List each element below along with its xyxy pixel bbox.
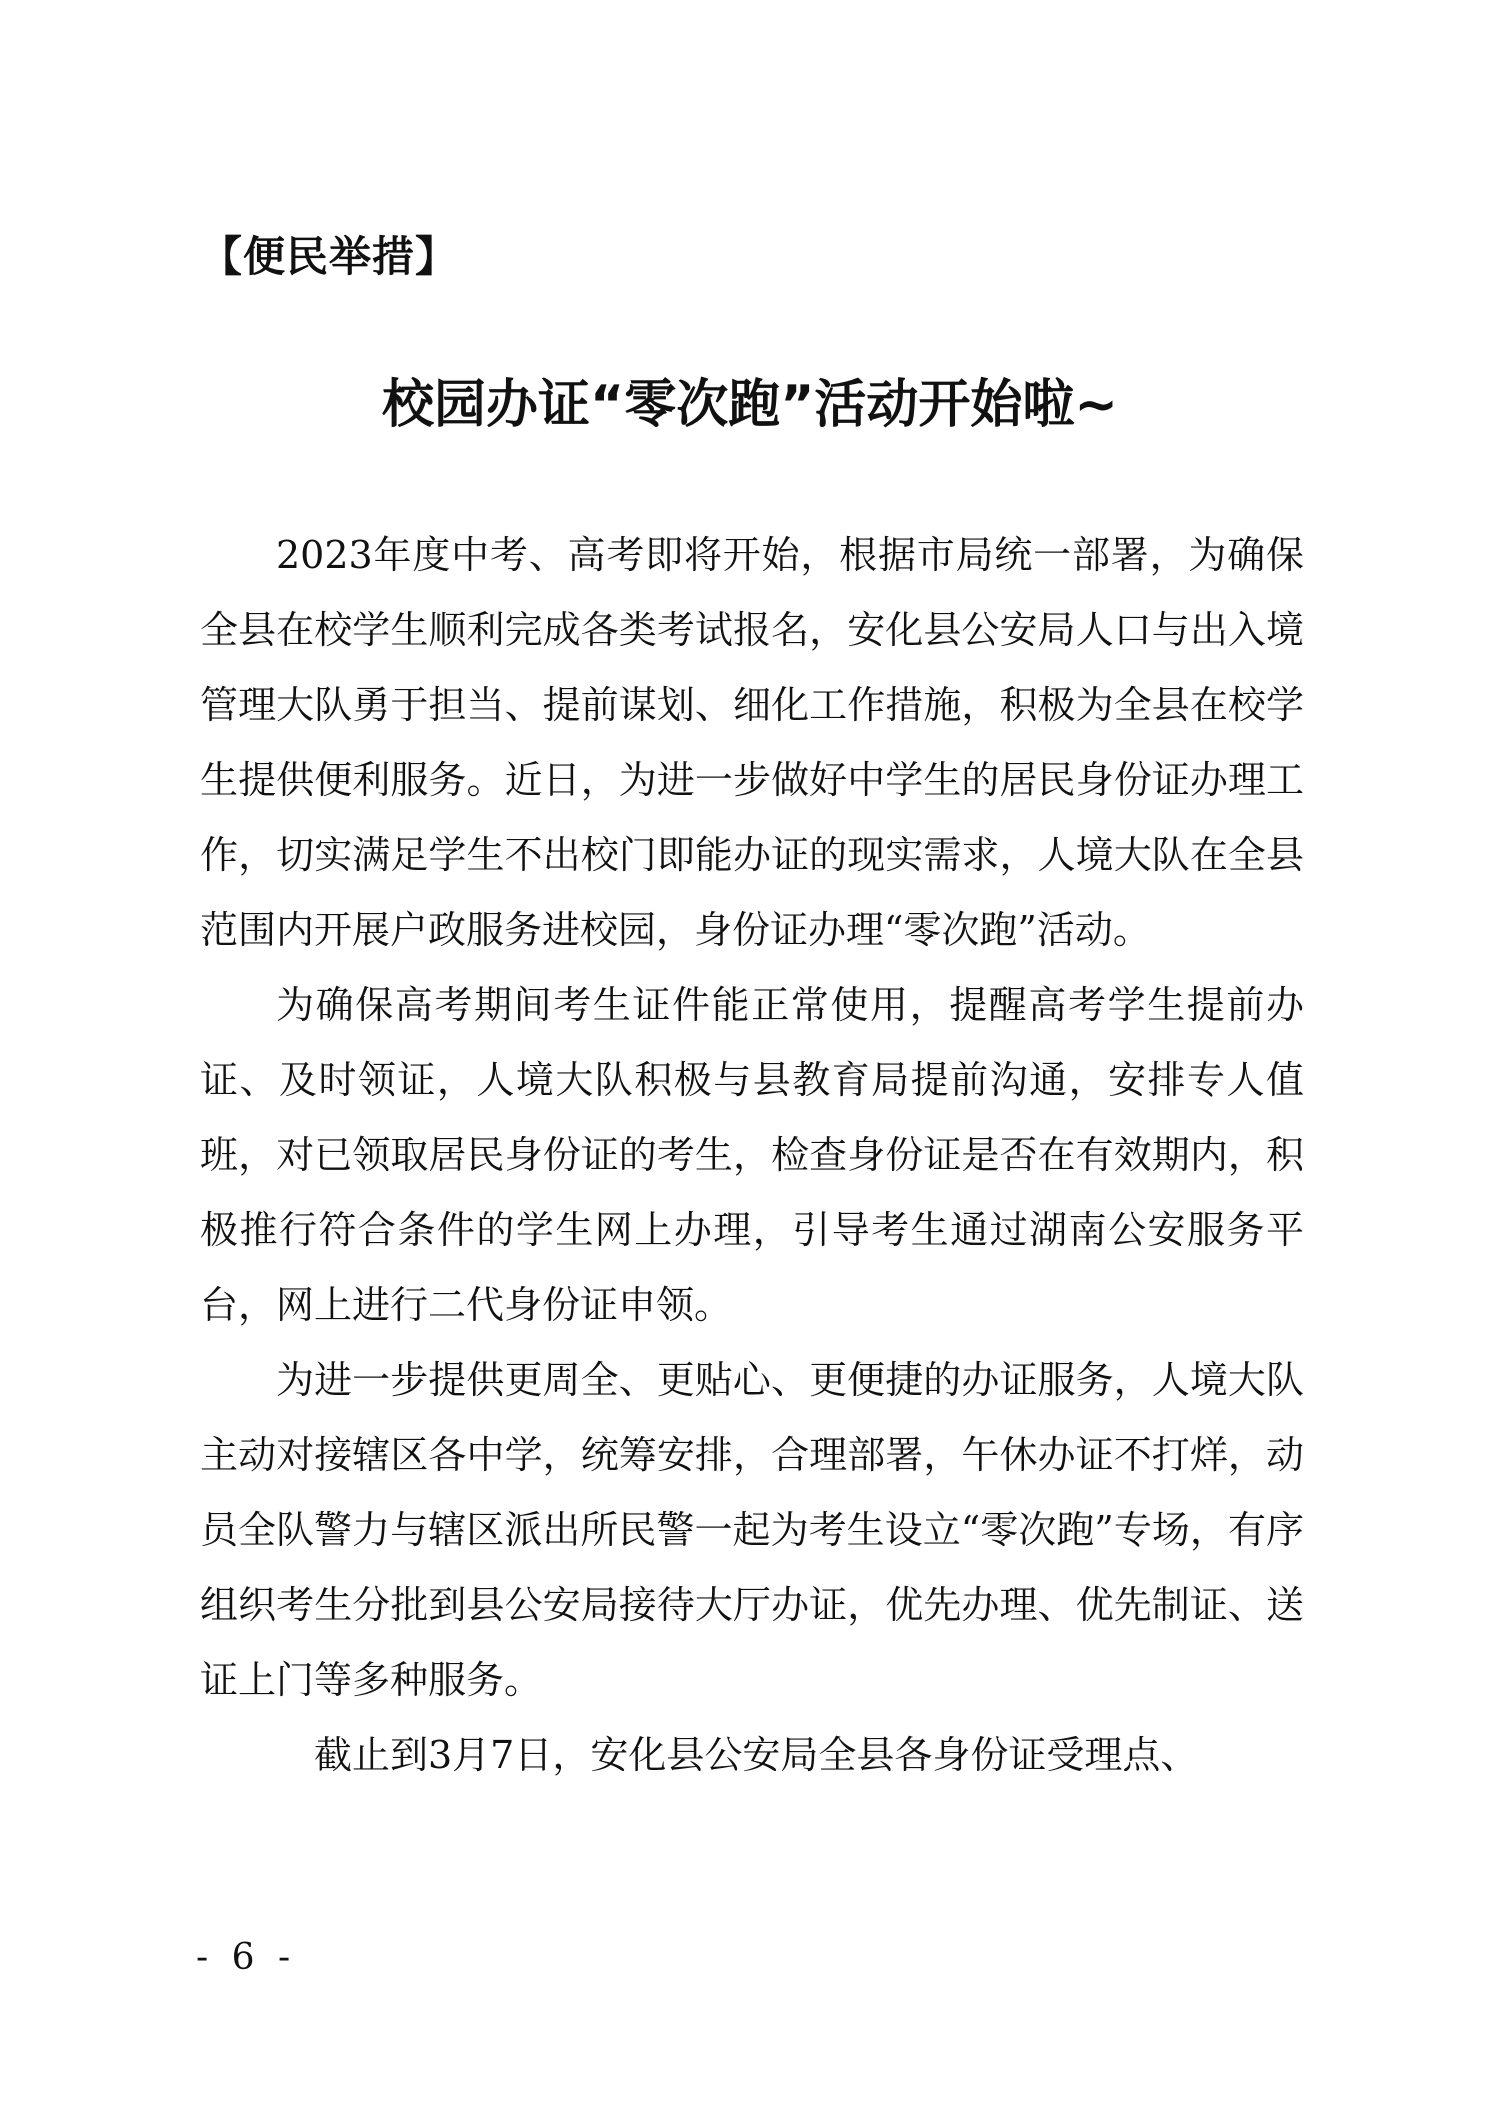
article-body <box>200 518 1304 1793</box>
paragraph: 截止到3月7日，安化县公安局全县各身份证受理点、 <box>314 1733 1199 1777</box>
paragraph: 为确保高考期间考生证件能正常使用，提醒高考学生提前办证、及时领证，人境大队积极与县教育局提前沟通，安排专人值班，对已领取居民身份证的考生，检查身份证是否在有效期内，积极推行符合条件的学生网上办理，引导考生通过湖南公安服务平台，网上进行二代身份证申领。 <box>200 983 1304 1327</box>
article-title: 校园办证“零次跑”活动开始啦~ <box>382 375 1118 435</box>
paragraph: 2023年度中考、高考即将开始，根据市局统一部署，为确保全县在校学生顺利完成各类考试报名，安化县公安局人口与出入境管理大队勇于担当、提前谋划、细化工作措施，积极为全县在校学生提供便利服务。近日，为进一步做好中学生的居民身份证办理工作，切实满足学生不出校门即能办证的现实需求，人境大队在全县范围内开展户政服务进校园，身份证办理“零次跑”活动。 <box>200 533 1304 952</box>
page-number: - 6 - <box>196 1937 297 1978</box>
paragraph: 为进一步提供更周全、更贴心、更便捷的办证服务，人境大队主动对接辖区各中学，统筹安排，合理部署，午休办证不打烊，动员全队警力与辖区派出所民警一起为考生设立“零次跑”专场，有序组织考生分批到县公安局接待大厅办证，优先办理、优先制证、送证上门等多种服务。 <box>200 1358 1304 1702</box>
section-tag: 【便民举措】 <box>200 232 459 281</box>
